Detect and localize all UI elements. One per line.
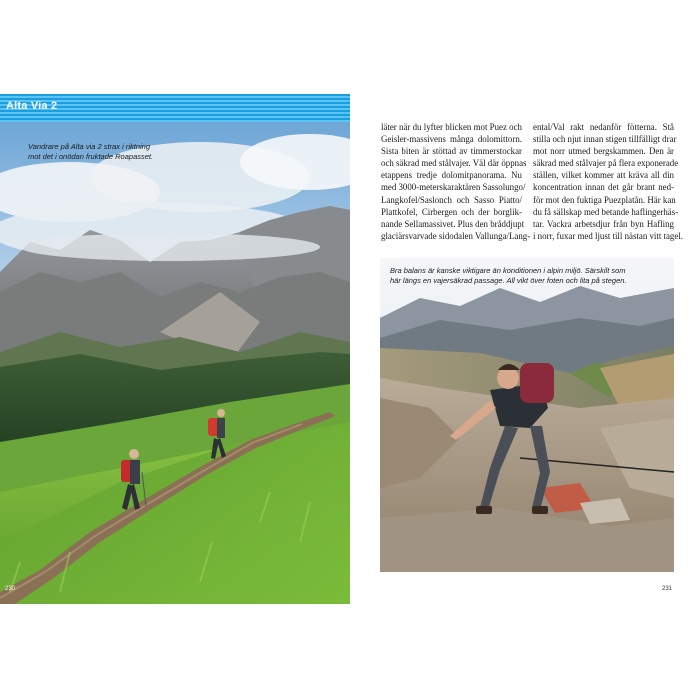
- text-line: Plattkofel, Cirbergen och der borglik-: [381, 206, 522, 217]
- text-line: etappens tredje dolomitpanorama. Nu: [381, 170, 522, 181]
- text-line: Geisler-massivens många dolomittorn.: [381, 134, 522, 145]
- text-line: för mot den fuktiga Puezplatån. Här kan: [533, 194, 676, 205]
- text-line: Langkofel/Saslonch och Sasso Piatto/: [381, 194, 522, 205]
- caption-line: här längs en vajersäkrad passage. All vikt över foten och lita på stegen.: [390, 276, 627, 285]
- caption-line: Vandrare på Alta via 2 strax i riktning: [28, 142, 151, 151]
- page-number-left: 230: [5, 586, 16, 592]
- text-line: ställen, vilket kommer att kräva all din: [533, 170, 674, 181]
- text-line: glaciärsvarvade sidodalen Vallunga/Lang-: [381, 230, 531, 241]
- text-line: och säkrad med stålvajer. Väl där öppnas: [381, 158, 527, 169]
- photo-caption-right: [390, 266, 660, 286]
- text-line: ental/Val rakt nedanför fötterna. Stå: [533, 122, 674, 132]
- text-line: med 3000-meterskaraktären Sassolungo/: [381, 182, 526, 193]
- hiking-trail-photo: [0, 122, 350, 604]
- climber-photo: [380, 258, 674, 572]
- body-text-column-1: [381, 121, 531, 242]
- left-page: [0, 94, 350, 604]
- text-line: koncentration innan det går brant ned-: [533, 182, 674, 193]
- caption-line: mot det i onödan fruktade Roapasset.: [28, 152, 154, 161]
- chapter-title: Alta Via 2: [6, 100, 58, 112]
- photo-caption-left: [28, 142, 198, 162]
- text-line: Sista biten är stöttad av timmerstockar: [381, 146, 522, 157]
- text-line: tar. Vackra arbetsdjur från byn Hafling: [533, 218, 674, 229]
- text-line: läter när du lyfter blicken mot Puez och: [381, 122, 522, 132]
- text-line: du få sällskap med betande haflingerhäs-: [533, 206, 679, 217]
- text-line: säkrad med stålvajer på flera exponerade: [533, 158, 679, 169]
- page-number-right: 231: [662, 586, 673, 592]
- text-line: stilla och njut innan stigen tillfälligt drar: [533, 134, 677, 145]
- text-line: mot norr utmed bergskammen. Den är: [533, 146, 674, 157]
- text-line: nande Sellamassivet. Plus den bråddjupt: [381, 218, 525, 229]
- body-text-column-2: [533, 121, 683, 242]
- text-line: i norr, fuxar med ljust till nästan vitt tagel.: [533, 230, 683, 241]
- caption-line: Bra balans är kanske viktigare än konditionen i alpin miljö. Särskilt som: [390, 266, 626, 275]
